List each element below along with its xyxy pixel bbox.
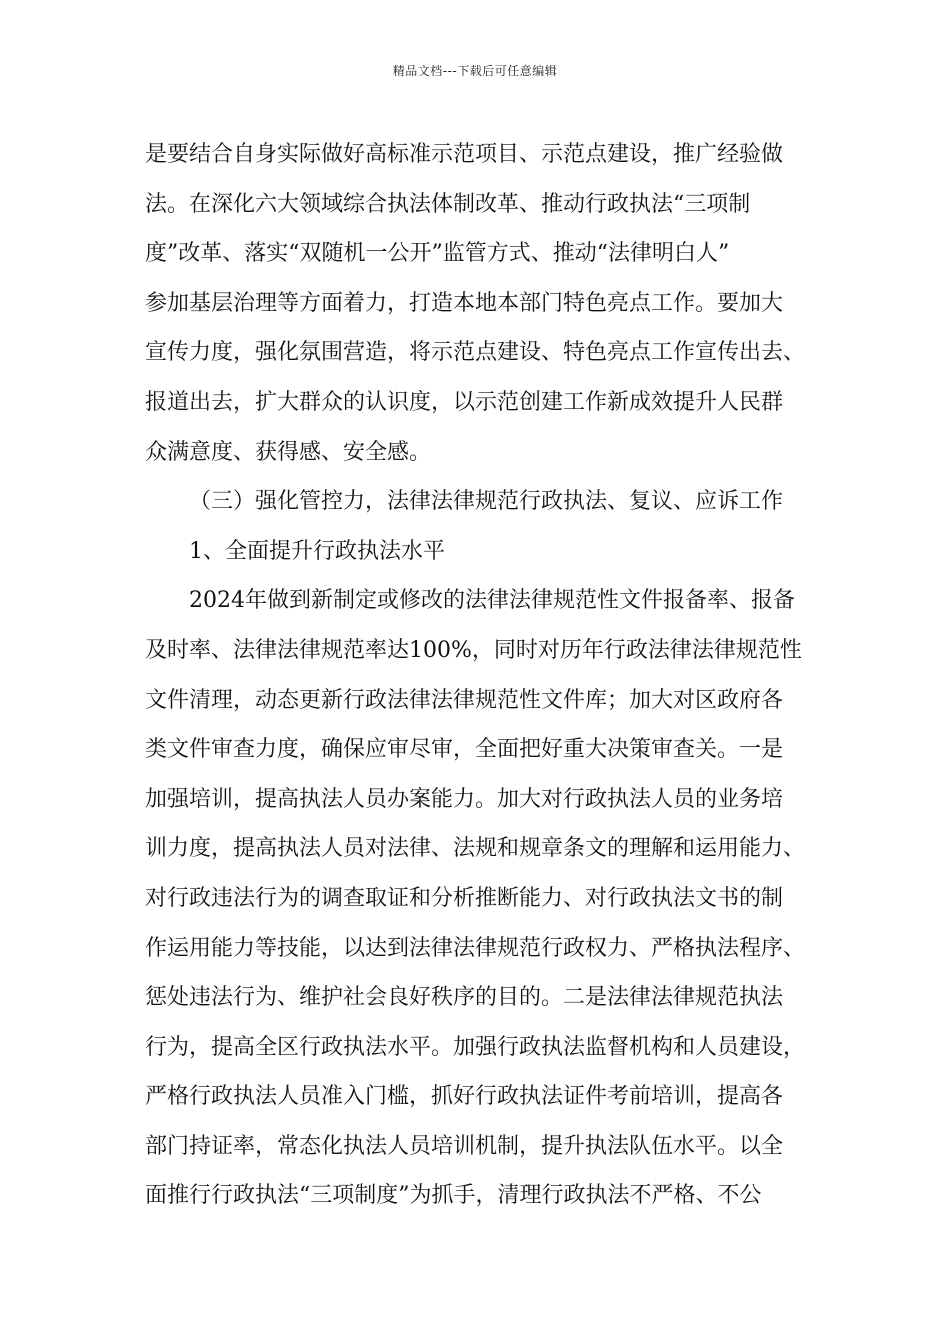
subsection-heading: 1、全面提升行政执法水平 xyxy=(189,538,445,564)
section-heading: （三）强化管控力，法律法律规范行政执法、复议、应诉工作 xyxy=(189,489,784,515)
paragraph-line: 对行政违法行为的调查取证和分析推断能力、对行政执法文书的制 xyxy=(145,885,784,911)
paragraph-line: 训力度，提高执法人员对法律、法规和规章条文的理解和运用能力、 xyxy=(145,836,806,862)
paragraph-line: 加强培训，提高执法人员办案能力。加大对行政执法人员的业务培 xyxy=(145,786,784,812)
paragraph-line: 宣传力度，强化氛围营造，将示范点建设、特色亮点工作宣传出去、 xyxy=(145,340,806,366)
paragraph-line: 行为，提高全区行政执法水平。加强行政执法监督机构和人员建设， xyxy=(145,1034,806,1060)
paragraph-line: 及时率、法律法律规范率达100%，同时对历年行政法律法律规范性 xyxy=(145,637,802,663)
paragraph-line: 度”改革、落实“双随机一公开”监管方式、推动“法律明白人” xyxy=(145,241,730,267)
paragraph-line: 部门持证率，常态化执法人员培训机制，提升执法队伍水平。以全 xyxy=(145,1133,784,1159)
paragraph-line: 惩处违法行为、维护社会良好秩序的目的。二是法律法律规范执法 xyxy=(145,985,784,1011)
paragraph-line: 是要结合自身实际做好高标准示范项目、示范点建设，推广经验做 xyxy=(145,142,784,167)
paragraph-line: 类文件审查力度，确保应审尽审，全面把好重大决策审查关。一是 xyxy=(145,737,784,763)
paragraph-line: 众满意度、获得感、安全感。 xyxy=(145,439,432,465)
paragraph-line: 参加基层治理等方面着力，打造本地本部门特色亮点工作。要加大 xyxy=(145,290,784,316)
paragraph-line: 法。在深化六大领域综合执法体制改革、推动行政执法“三项制 xyxy=(145,191,751,217)
paragraph-line: 面推行行政执法“三项制度”为抓手，清理行政执法不严格、不公 xyxy=(145,1183,762,1209)
document-body xyxy=(145,130,805,1221)
paragraph-line: 报道出去，扩大群众的认识度，以示范创建工作新成效提升人民群 xyxy=(145,389,784,415)
paragraph-line: 严格行政执法人员准入门槛，抓好行政执法证件考前培训，提高各 xyxy=(145,1084,784,1110)
paragraph-line: 文件清理，动态更新行政法律法律规范性文件库；加大对区政府各 xyxy=(145,687,784,713)
page-header: 精品文档---下载后可任意编辑 xyxy=(392,64,558,78)
paragraph-line: 作运用能力等技能，以达到法律法律规范行政权力、严格执法程序、 xyxy=(145,935,806,961)
paragraph-line: 2024年做到新制定或修改的法律法律规范性文件报备率、报备 xyxy=(189,588,795,614)
